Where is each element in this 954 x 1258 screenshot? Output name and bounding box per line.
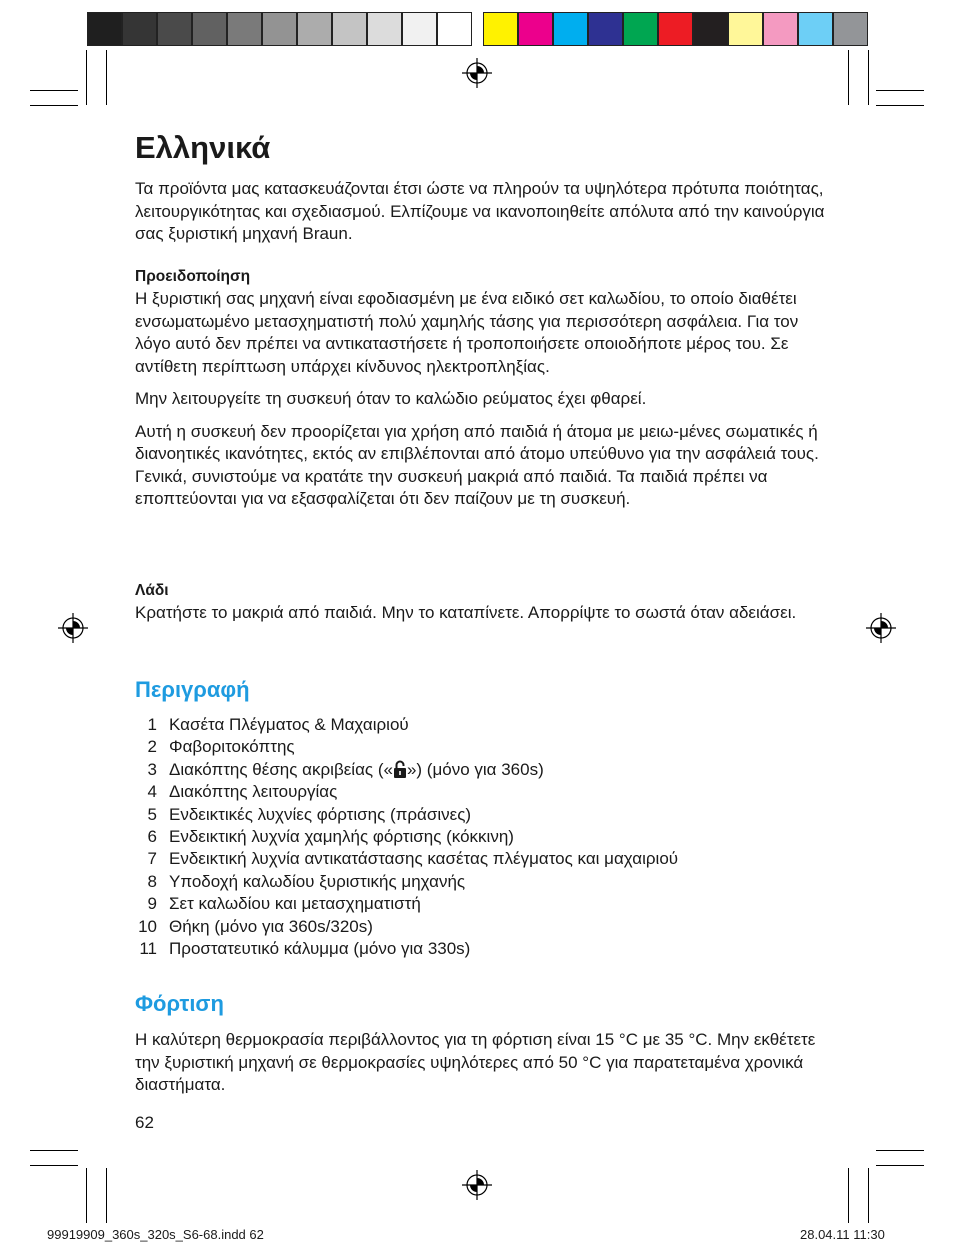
list-item xyxy=(135,848,835,870)
list-item xyxy=(135,826,835,848)
gray-swatch xyxy=(332,12,367,46)
registration-mark-icon xyxy=(462,1170,492,1200)
color-swatch xyxy=(553,12,588,46)
gray-swatch xyxy=(367,12,402,46)
warning-heading: Προειδοποίηση xyxy=(135,268,251,285)
oil-paragraph: Κρατήστε το μακριά από παιδιά. Μην το καταπίνετε. Απορρίψτε το σωστά όταν αδειάσει. xyxy=(135,603,797,622)
list-item-text: Ενδεικτική λυχνία χαμηλής φόρτισης (κόκκινη) xyxy=(169,826,514,846)
list-item-number: 5 xyxy=(147,804,157,824)
warning-section xyxy=(135,266,825,511)
crop-mark xyxy=(876,105,924,106)
crop-mark xyxy=(86,50,87,105)
charging-heading: Φόρτιση xyxy=(135,991,224,1016)
list-item-number: 10 xyxy=(138,916,157,936)
gray-swatch xyxy=(87,12,122,46)
description-heading: Περιγραφή xyxy=(135,677,250,702)
gray-swatch xyxy=(297,12,332,46)
crop-mark xyxy=(106,50,107,105)
intro-section xyxy=(135,178,825,246)
color-swatch xyxy=(833,12,868,46)
list-item-text: Θήκη (μόνο για 360s/320s) xyxy=(169,916,373,936)
crop-mark xyxy=(868,50,869,105)
description-list xyxy=(135,714,835,960)
oil-section xyxy=(135,580,825,625)
gray-swatch xyxy=(402,12,437,46)
warning-paragraph: Μην λειτουργείτε τη συσκευή όταν το καλώδιο ρεύματος έχει φθαρεί. xyxy=(135,389,647,408)
list-item xyxy=(135,916,835,938)
gray-swatch xyxy=(192,12,227,46)
list-item-text: Κασέτα Πλέγματος & Μαχαιριού xyxy=(169,715,409,734)
list-item-number: 2 xyxy=(147,737,157,757)
crop-mark xyxy=(106,1168,107,1223)
page-title: Ελληνικά xyxy=(135,130,271,165)
oil-heading: Λάδι xyxy=(135,582,169,599)
color-swatch xyxy=(518,12,553,46)
intro-paragraph: Τα προϊόντα μας κατασκευάζονται έτσι ώστε να πληρούν τα υψηλότερα πρότυπα ποιότητας, λειτουργικότητας και σχεδιασμού. Ελπίζουμε να ικανοποιηθείτε απόλυτα από την καινούργια σας ξυριστική μηχανή Braun. xyxy=(135,179,825,243)
charging-section xyxy=(135,1029,825,1097)
list-item-text-part: Διακόπτης θέσης ακριβείας (« xyxy=(169,759,393,779)
list-item-number: 8 xyxy=(147,871,157,891)
charging-paragraph: Η καλύτερη θερμοκρασία περιβάλλοντος για τη φόρτιση είναι 15 °C με 35 °C. Μην εκθέτετε την ξυριστική μηχανή σε θερμοκρασίες υψηλότερες από 50 °C για παρατεταμένα χρονικά διαστήματα. xyxy=(135,1030,816,1094)
gray-swatch xyxy=(227,12,262,46)
gray-swatch xyxy=(157,12,192,46)
color-swatch xyxy=(728,12,763,46)
list-item xyxy=(135,736,835,758)
list-item xyxy=(135,804,835,826)
list-item-number: 4 xyxy=(147,782,157,802)
color-swatch xyxy=(623,12,658,46)
list-item-number: 1 xyxy=(147,715,157,734)
lock-icon xyxy=(393,760,407,778)
crop-mark xyxy=(848,50,849,105)
color-swatch xyxy=(658,12,693,46)
crop-mark xyxy=(848,1168,849,1223)
gray-swatch xyxy=(262,12,297,46)
list-item-text: Υποδοχή καλωδίου ξυριστικής μηχανής xyxy=(169,871,466,891)
list-item-text: Ενδεικτική λυχνία αντικατάστασης κασέτας πλέγματος και μαχαιριού xyxy=(169,849,679,869)
list-item xyxy=(135,714,835,736)
description-heading-block xyxy=(135,676,825,704)
registration-mark-icon xyxy=(58,613,88,643)
charging-heading-block xyxy=(135,990,825,1018)
footer-date: 28.04.11 11:30 xyxy=(800,1227,885,1242)
crop-mark xyxy=(868,1168,869,1223)
crop-mark xyxy=(876,90,924,91)
list-item-text: Ενδεικτικές λυχνίες φόρτισης (πράσινες) xyxy=(169,804,472,824)
title-block xyxy=(135,130,825,166)
list-item-number: 3 xyxy=(147,759,157,779)
list-item-text: Φαβοριτοκόπτης xyxy=(169,737,295,757)
color-swatch xyxy=(763,12,798,46)
page-number: 62 xyxy=(135,1113,154,1132)
list-item-text: Σετ καλωδίου και μετασχηματιστή xyxy=(169,894,421,914)
list-item-number: 6 xyxy=(147,826,157,846)
crop-mark xyxy=(30,1150,78,1151)
color-swatch xyxy=(693,12,728,46)
color-swatch xyxy=(588,12,623,46)
list-item-number: 11 xyxy=(139,938,157,958)
list-item-number: 9 xyxy=(147,894,157,914)
gray-swatch xyxy=(122,12,157,46)
crop-mark xyxy=(86,1168,87,1223)
gray-swatch xyxy=(437,12,472,46)
registration-mark-icon xyxy=(462,58,492,88)
warning-paragraph: Αυτή η συσκευή δεν προορίζεται για χρήση από παιδιά ή άτομα με μειω-μένες σωματικές ή διανοητικές ικανότητες, εκτός αν επιβλέπονται από άτομο υπεύθυνο για την ασφάλειά τους. Γενικά, συνιστούμε να κρατάτε την συσκευή μακριά από παιδιά. Τα παιδιά πρέπει να εποπτεύονται για να εξασφαλίζεται ότι δεν παίζουν με τη συσκευή. xyxy=(135,421,819,508)
list-item-text: Διακόπτης λειτουργίας xyxy=(169,782,338,802)
list-item xyxy=(135,781,835,803)
list-item-text-part: ») (μόνο για 360s) xyxy=(406,759,544,779)
list-item xyxy=(135,871,835,893)
crop-mark xyxy=(30,1165,78,1166)
list-item-number: 7 xyxy=(147,849,157,869)
list-item xyxy=(135,938,835,960)
list-item xyxy=(135,759,835,781)
list-item xyxy=(135,893,835,915)
registration-mark-icon xyxy=(866,613,896,643)
list-item-text xyxy=(169,759,544,781)
crop-mark xyxy=(876,1165,924,1166)
crop-mark xyxy=(30,105,78,106)
crop-mark xyxy=(876,1150,924,1151)
footer-file-info: 99919909_360s_320s_S6-68.indd 62 xyxy=(47,1227,264,1242)
warning-paragraph: Η ξυριστική σας μηχανή είναι εφοδιασμένη με ένα ειδικό σετ καλωδίου, το οποίο διαθέτει ενσωματωμένο μετασχηματιστή πολύ χαμηλής τάσης για περισσότερη ασφάλεια. Για τον λόγο αυτό δεν πρέπει να αντικαταστήσετε ή τροποποιήσετε οποιοδήποτε μέρος του. Σε αντίθετη περίπτωση υπάρχει κίνδυνος ηλεκτροπληξίας. xyxy=(135,289,799,376)
color-swatch xyxy=(798,12,833,46)
list-item-text: Προστατευτικό κάλυμμα (μόνο για 330s) xyxy=(169,938,471,958)
crop-mark xyxy=(30,90,78,91)
color-swatch xyxy=(483,12,518,46)
